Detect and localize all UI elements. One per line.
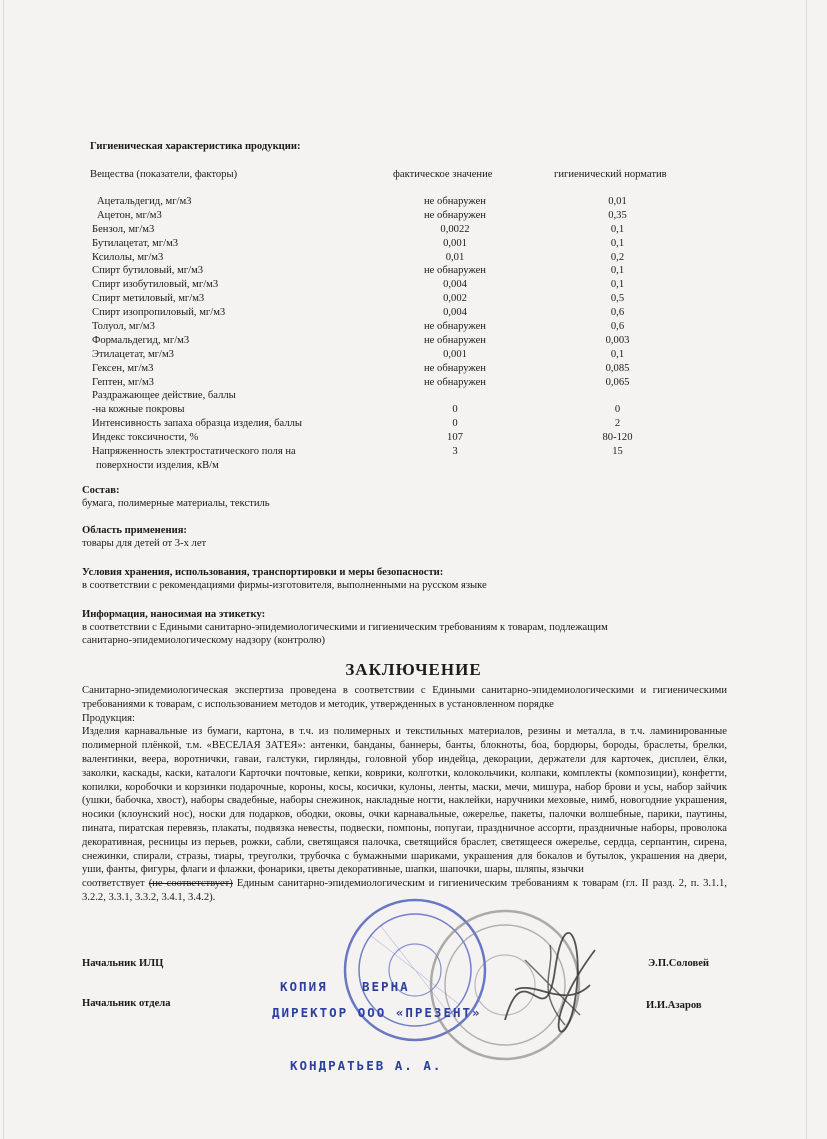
hygiene-title: Гигиеническая характеристика продукции:: [90, 141, 301, 152]
composition-text: бумага, полимерные материалы, текстиль: [82, 498, 270, 509]
table-row: [0, 334, 827, 348]
norm-value: 0,085: [605, 362, 630, 374]
substance-name: Бензол, мг/м3: [92, 223, 155, 235]
norm-value: 0,6: [610, 307, 625, 319]
conclusion-intro: Санитарно-эпидемиологическая экспертиза проведена в соответствии с Едиными санитарно-эпидемиологическими и гигиеническими требованиями к товарам, с использованием методов и методик, утвержденных в установленном порядке: [82, 685, 727, 710]
actual-value: не обнаружен: [424, 209, 486, 221]
substance-name: Ацетальдегид, мг/м3: [97, 196, 192, 207]
column-header-substance: Вещества (показатели, факторы): [90, 169, 238, 180]
substance-name: Гексен, мг/м3: [92, 362, 154, 374]
norm-value: 0,5: [610, 293, 625, 305]
signature-scribble-icon: [495, 930, 605, 1040]
storage-text: в соответствии с рекомендациями фирмы-изготовителя, выполненными на русском языке: [82, 580, 487, 591]
norm-value: 15: [612, 446, 623, 458]
norm-value: 2: [614, 418, 621, 430]
label-info-heading: Информация, наносимая на этикетку:: [82, 609, 266, 620]
substance-name: Ксилолы, мг/м3: [92, 251, 164, 263]
substance-name: Индекс токсичности, %: [92, 432, 199, 444]
actual-value: 0,001: [443, 348, 467, 360]
substance-name: -на кожные покровы: [92, 404, 185, 416]
column-header-norm: гигиенический норматив: [554, 169, 667, 180]
substance-name: Напряженность электростатического поля на: [92, 446, 296, 458]
application-text: товары для детей от 3-х лет: [82, 538, 207, 549]
table-row: [0, 445, 827, 459]
page-edge-line: [3, 0, 4, 1139]
conclusion-body: [82, 684, 727, 905]
column-header-actual: фактическое значение: [393, 169, 493, 180]
actual-value: 0,001: [443, 237, 467, 249]
table-row: [0, 306, 827, 320]
table-row: [0, 362, 827, 376]
norm-value: 0,1: [610, 237, 625, 249]
norm-value: 0: [614, 404, 621, 416]
substance-name: Раздражающее действие, баллы: [92, 390, 236, 402]
substance-name: Толуол, мг/м3: [92, 321, 155, 333]
table-row: [0, 251, 827, 265]
actual-value: 3: [452, 446, 458, 458]
actual-value: 107: [447, 432, 463, 444]
actual-value: не обнаружен: [424, 376, 486, 388]
actual-value: не обнаружен: [424, 321, 486, 333]
stamp-name-label: КОНДРАТЬЕВ А. А.: [290, 1058, 443, 1073]
norm-value: 0,003: [605, 334, 630, 346]
norm-value: 80-120: [602, 432, 633, 444]
table-row: [0, 417, 827, 431]
hygiene-table: [0, 195, 827, 473]
complies-rest: Единым санитарно-эпидемиологическим и гигиеническим требованиям к товарам (гл. II разд. 2, п. 3.1.1, 3.2.2, 3.3.1, 3.3.2, 3.4.1, 3.4.2).: [82, 878, 727, 903]
norm-value: 0,1: [610, 348, 625, 360]
stamp-copy-label: КОПИЯ: [280, 979, 328, 994]
table-row: [0, 237, 827, 251]
table-row: [0, 348, 827, 362]
not-complies-word: (не соответствует): [148, 878, 233, 890]
head-dept-name: И.И.Азаров: [646, 1000, 702, 1011]
norm-value: 0,1: [610, 223, 625, 235]
norm-value: 0,065: [605, 376, 630, 388]
substance-name: Формальдегид, мг/м3: [92, 334, 190, 346]
application-heading: Область применения:: [82, 525, 187, 536]
substance-name: Спирт бутиловый, мг/м3: [92, 265, 204, 277]
composition-section: [82, 484, 742, 510]
table-row: [0, 278, 827, 292]
products-list: Изделия карнавальные из бумаги, картона, в т.ч. из полимерных и текстильных материалов, резины и металла, в т.ч. ламинированные полимерной плёнкой, т.м. «ВЕСЕЛАЯ ЗАТЕЯ»: антенки, банданы, баннеры, банты, блокноты, боа, бордюры, бороды, браслеты, брелки, валентинки, веера, воротнички, гавaи, галстуки, гирлянды, головной убор индейца, декорации, держатели для карточек, дисплеи, ёлки, заколки, каскады, каски, каталоги Карточки почтовые, кепки, коврики, колготки, колокольчики, колпаки, комплекты (композиции), конфетти, копилки, коробочки и корзинки подарочные, короны, косы, косички, кулоны, ленты, маски, мечи, мишура, набор брови и усы, набор зайчик (ушки, бабочка, хвост), наборы свадебные, наборы снежинок, накладные ногти, наклейки, наручники меховые, нимб, новогодние украшения, носики (клоунский нос), носки для подарков, ободки, оковы, очки карнавальные, ожерелье, пакеты, палочки волшебные, парики, паутины, пината, пиратская перевязь, плакаты, подвязка невесты, подвески, помпоны, попугаи, праздничное ассорти, праздничные наборы, проволока декоративная, ресницы из перьев, рожки, сабли, светящаяся палочка, светящийся браслет, светящееся ожерелье, сердца, серпантин, сирена, снежинки, спирали, стразы, тиары, треуголки, трубочка с бумажными шариками, украшения для бокалов и бутылок, украшения на двери, уши, фанты, фигуры, флаги и флажки, фонарики, цветы декоративные, шапки, шапочки, шары, шляпы, язычки: [82, 726, 727, 876]
substance-name: Бутилацетат, мг/м3: [92, 237, 179, 249]
table-row: [0, 223, 827, 237]
table-row: [0, 195, 827, 209]
actual-value: 0,004: [443, 307, 467, 319]
actual-value: 0: [452, 418, 458, 430]
actual-value: не обнаружен: [424, 362, 486, 374]
norm-value: 0,6: [610, 321, 625, 333]
table-row: [0, 403, 827, 417]
substance-name: Спирт изопропиловый, мг/м3: [92, 307, 226, 319]
actual-value: 0,0022: [440, 223, 470, 235]
substance-name: Гептен, мг/м3: [92, 376, 154, 388]
table-row: [0, 292, 827, 306]
actual-value: 0,01: [445, 251, 465, 263]
label-info-line1: в соответствии с Едиными санитарно-эпидемиологическими и гигиеническим требованиям к товарам, подлежащим: [82, 622, 608, 633]
norm-value: 0,2: [610, 251, 625, 263]
table-row: [0, 431, 827, 445]
page-fold-line: [806, 0, 807, 1139]
actual-value: 0,002: [443, 293, 467, 305]
substance-name: Ацетон, мг/м3: [97, 209, 162, 221]
table-row: [0, 320, 827, 334]
table-row: [0, 376, 827, 390]
actual-value: не обнаружен: [424, 265, 486, 277]
head-ilc-title: Начальник ИЛЦ: [82, 958, 164, 969]
table-row: [0, 459, 827, 473]
stamp-director-label: ДИРЕКТОР ООО «ПРЕЗЕНТ»: [272, 1005, 482, 1020]
label-info-line2: санитарно-эпидемиологическому надзору (контролю): [82, 635, 326, 646]
head-dept-title: Начальник отдела: [82, 998, 171, 1009]
substance-name: Спирт метиловый, мг/м3: [92, 293, 205, 305]
table-row: [0, 209, 827, 223]
actual-value: не обнаружен: [424, 196, 486, 207]
storage-section: [82, 566, 742, 592]
substance-name: поверхности изделия, кВ/м: [96, 459, 219, 471]
actual-value: не обнаружен: [424, 334, 486, 346]
head-ilc-name: Э.П.Соловей: [648, 958, 710, 969]
table-row: [0, 389, 827, 403]
actual-value: 0,004: [443, 279, 467, 291]
substance-name: Интенсивность запаха образца изделия, баллы: [92, 418, 303, 430]
products-label: Продукция:: [82, 712, 135, 724]
norm-value: 0,1: [610, 265, 625, 277]
composition-heading: Состав:: [82, 485, 120, 496]
storage-heading: Условия хранения, использования, транспортировки и меры безопасности:: [82, 567, 444, 578]
conclusion-title: ЗАКЛЮЧЕНИЕ: [345, 660, 482, 679]
substance-name: Этилацетат, мг/м3: [92, 348, 174, 360]
complies-word: соответствует: [82, 878, 145, 890]
actual-value: 0: [452, 404, 458, 416]
label-info-section: [82, 608, 742, 647]
substance-name: Спирт изобутиловый, мг/м3: [92, 279, 219, 291]
table-row: [0, 264, 827, 278]
norm-value: 0,1: [610, 279, 625, 291]
norm-value: 0,35: [608, 209, 627, 221]
application-section: [82, 524, 742, 550]
stamp-true-label: ВЕРНА: [362, 979, 410, 994]
norm-value: 0,01: [608, 196, 627, 207]
